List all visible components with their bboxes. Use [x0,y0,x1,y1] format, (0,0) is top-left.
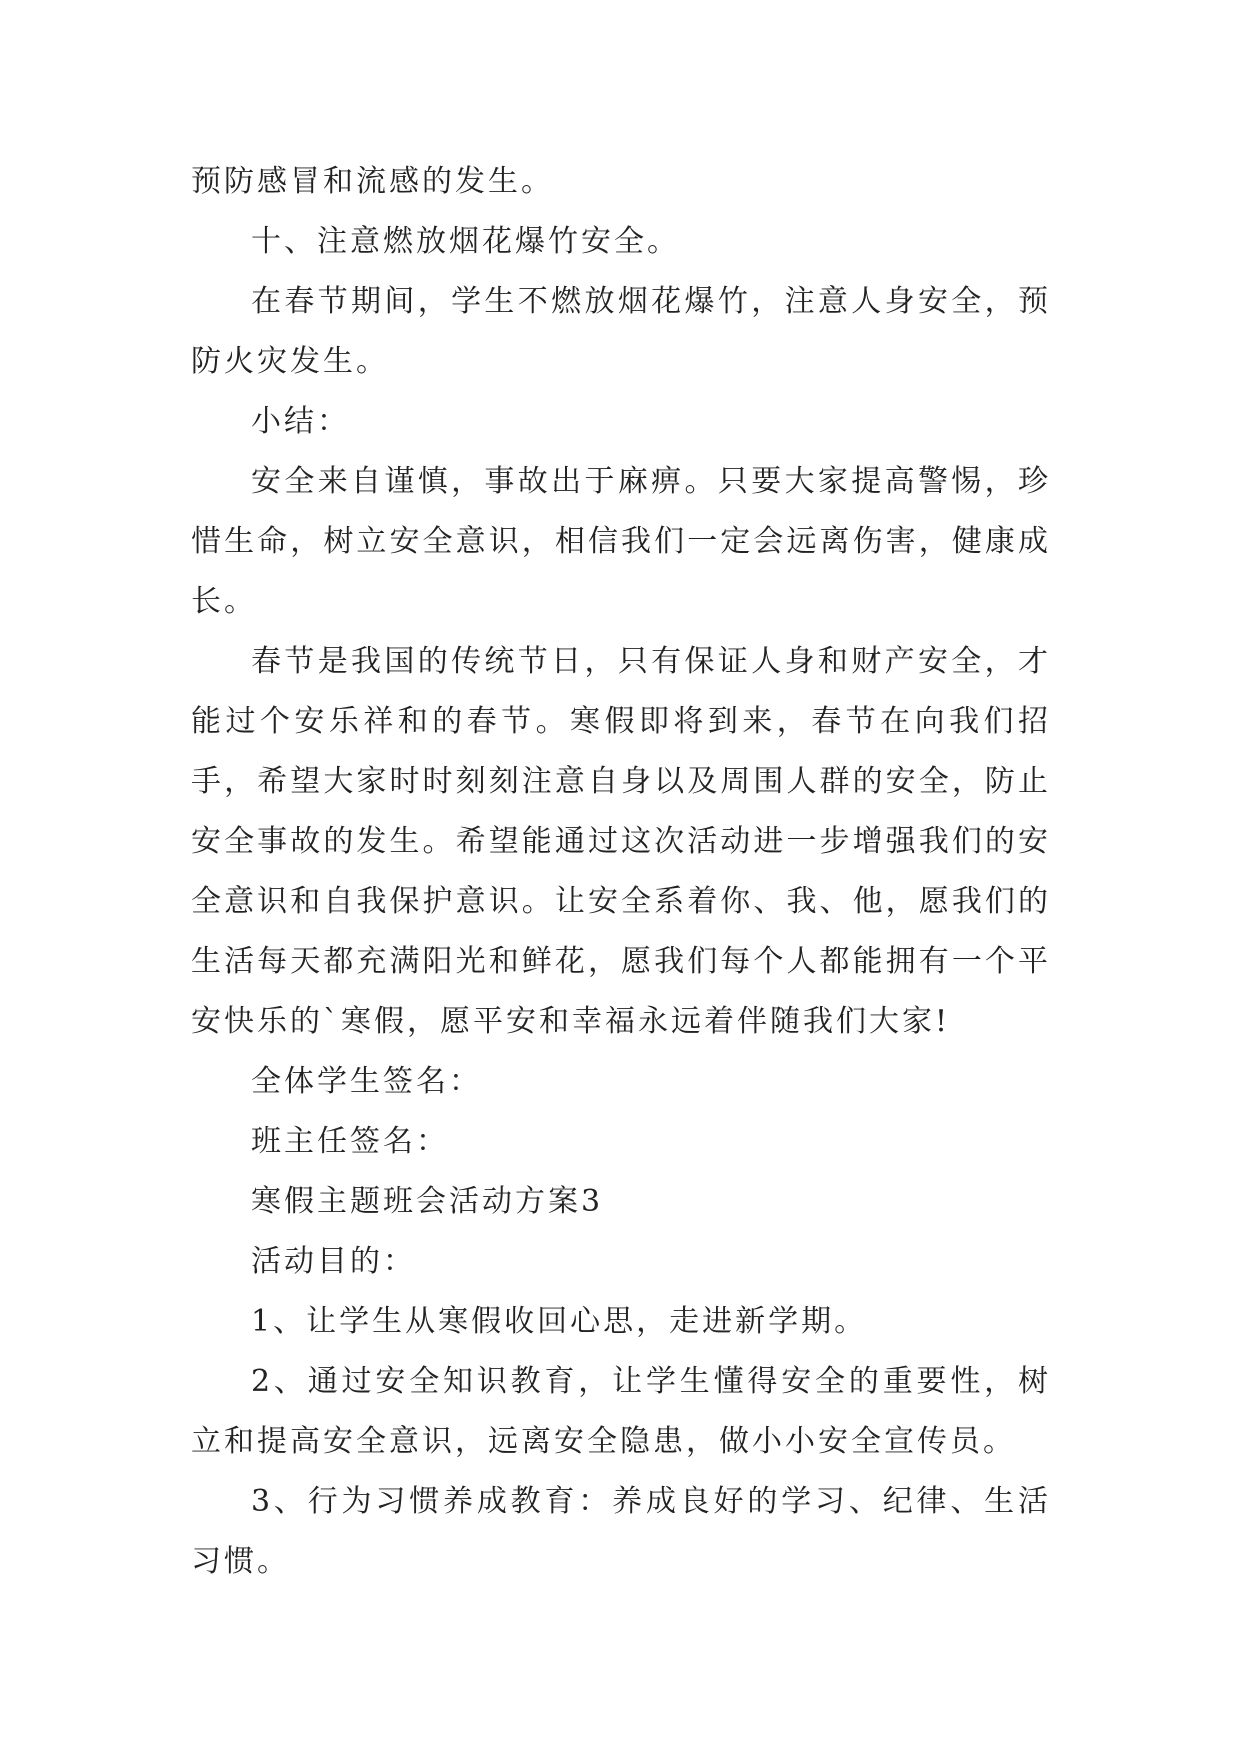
plan-title: 寒假主题班会活动方案3 [251,1184,604,1219]
objective-item-2: 2、通过安全知识教育，让学生懂得安全的重要性，树立和提高安全意识，远离安全隐患，做小小安全宣传员。 [191,1364,1051,1459]
section-heading-fireworks: 十、注意燃放烟花爆竹安全。 [251,224,680,259]
paragraph-summary: 安全来自谨慎，事故出于麻痹。只要大家提高警惕，珍惜生命，树立安全意识，相信我们一定会远离伤害，健康成长。 [191,464,1051,619]
paragraph-continuation: 预防感冒和流感的发生。 [191,164,554,199]
teacher-signature-line: 班主任签名： [251,1124,449,1159]
document-body [191,152,1051,1592]
objective-item-3: 3、行为习惯养成教育：养成良好的学习、纪律、生活习惯。 [191,1484,1051,1579]
objective-item-1: 1、让学生从寒假收回心思，走进新学期。 [251,1304,868,1339]
objectives-heading: 活动目的： [251,1244,416,1279]
students-signature-line: 全体学生签名： [251,1064,482,1099]
paragraph-fireworks: 在春节期间，学生不燃放烟花爆竹，注意人身安全，预防火灾发生。 [191,284,1051,379]
summary-heading: 小结： [251,404,350,439]
paragraph-spring-festival: 春节是我国的传统节日，只有保证人身和财产安全，才能过个安乐祥和的春节。寒假即将到来，春节在向我们招手，希望大家时时刻刻注意自身以及周围人群的安全，防止安全事故的发生。希望能通过这次活动进一步增强我们的安全意识和自我保护意识。让安全系着你、我、他，愿我们的生活每天都充满阳光和鲜花，愿我们每个人都能拥有一个平安快乐的`寒假，愿平安和幸福永远着伴随我们大家! [191,644,1051,1039]
